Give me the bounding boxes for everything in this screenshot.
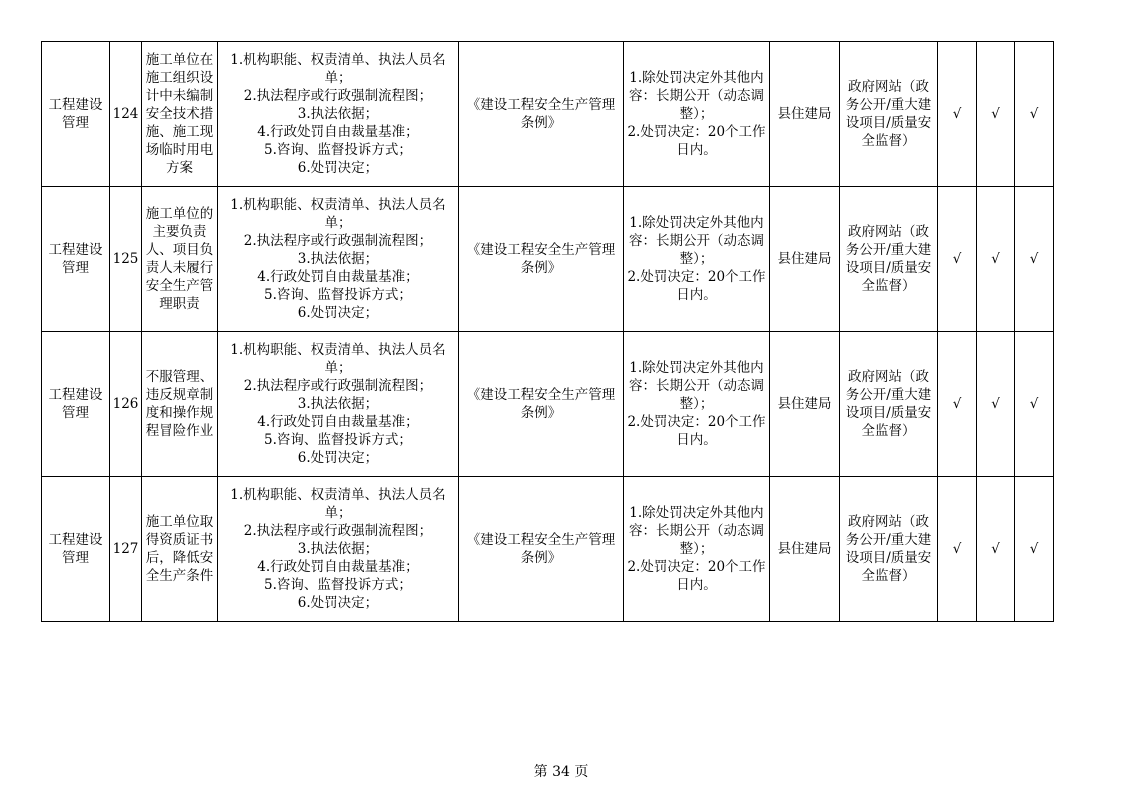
check-cell-1: √ [938, 187, 977, 332]
page-number: 第 34 页 [533, 764, 589, 780]
channel-cell: 政府网站（政务公开/重大建设项目/质量安全监督） [840, 477, 938, 622]
number-cell: 124 [110, 42, 142, 187]
content-cell: 1.机构职能、权责清单、执法人员名单； 2.执法程序或行政强制流程图； 3.执法依据； 4.行政处罚自由裁量基准； 5.咨询、监督投诉方式； 6.处罚决定； [218, 42, 459, 187]
table-row [42, 332, 1054, 477]
check-cell-3: √ [1015, 477, 1054, 622]
table-row [42, 477, 1054, 622]
basis-cell: 《建设工程安全生产管理条例》 [459, 477, 624, 622]
category-cell: 工程建设管理 [42, 42, 110, 187]
check-cell-2: √ [977, 42, 1015, 187]
basis-cell: 《建设工程安全生产管理条例》 [459, 42, 624, 187]
check-cell-1: √ [938, 332, 977, 477]
number-cell: 125 [110, 187, 142, 332]
item-cell: 施工单位的主要负责人、项目负责人未履行安全生产管理职责 [142, 187, 218, 332]
item-cell: 不服管理、违反规章制度和操作规程冒险作业 [142, 332, 218, 477]
time-cell: 1.除处罚决定外其他内容：长期公开（动态调整）； 2.处罚决定：20个工作日内。 [624, 332, 770, 477]
subject-cell: 县住建局 [770, 187, 840, 332]
check-cell-2: √ [977, 187, 1015, 332]
category-cell: 工程建设管理 [42, 477, 110, 622]
check-cell-1: √ [938, 477, 977, 622]
subject-cell: 县住建局 [770, 477, 840, 622]
basis-cell: 《建设工程安全生产管理条例》 [459, 332, 624, 477]
channel-cell: 政府网站（政务公开/重大建设项目/质量安全监督） [840, 332, 938, 477]
number-cell: 127 [110, 477, 142, 622]
category-cell: 工程建设管理 [42, 332, 110, 477]
time-cell: 1.除处罚决定外其他内容：长期公开（动态调整）； 2.处罚决定：20个工作日内。 [624, 187, 770, 332]
content-cell: 1.机构职能、权责清单、执法人员名单； 2.执法程序或行政强制流程图； 3.执法依据； 4.行政处罚自由裁量基准； 5.咨询、监督投诉方式； 6.处罚决定； [218, 332, 459, 477]
subject-cell: 县住建局 [770, 332, 840, 477]
item-cell: 施工单位在施工组织设计中未编制安全技术措施、施工现场临时用电方案 [142, 42, 218, 187]
category-cell: 工程建设管理 [42, 187, 110, 332]
check-cell-2: √ [977, 477, 1015, 622]
check-cell-1: √ [938, 42, 977, 187]
basis-cell: 《建设工程安全生产管理条例》 [459, 187, 624, 332]
check-cell-3: √ [1015, 332, 1054, 477]
table-row [42, 187, 1054, 332]
subject-cell: 县住建局 [770, 42, 840, 187]
check-cell-2: √ [977, 332, 1015, 477]
disclosure-table [41, 41, 1054, 622]
item-cell: 施工单位取得资质证书后，降低安全生产条件 [142, 477, 218, 622]
check-cell-3: √ [1015, 42, 1054, 187]
check-cell-3: √ [1015, 187, 1054, 332]
channel-cell: 政府网站（政务公开/重大建设项目/质量安全监督） [840, 187, 938, 332]
content-cell: 1.机构职能、权责清单、执法人员名单； 2.执法程序或行政强制流程图； 3.执法依据； 4.行政处罚自由裁量基准； 5.咨询、监督投诉方式； 6.处罚决定； [218, 187, 459, 332]
number-cell: 126 [110, 332, 142, 477]
content-cell: 1.机构职能、权责清单、执法人员名单； 2.执法程序或行政强制流程图； 3.执法依据； 4.行政处罚自由裁量基准； 5.咨询、监督投诉方式； 6.处罚决定； [218, 477, 459, 622]
time-cell: 1.除处罚决定外其他内容：长期公开（动态调整）； 2.处罚决定：20个工作日内。 [624, 477, 770, 622]
time-cell: 1.除处罚决定外其他内容：长期公开（动态调整）； 2.处罚决定：20个工作日内。 [624, 42, 770, 187]
table-row [42, 42, 1054, 187]
channel-cell: 政府网站（政务公开/重大建设项目/质量安全监督） [840, 42, 938, 187]
